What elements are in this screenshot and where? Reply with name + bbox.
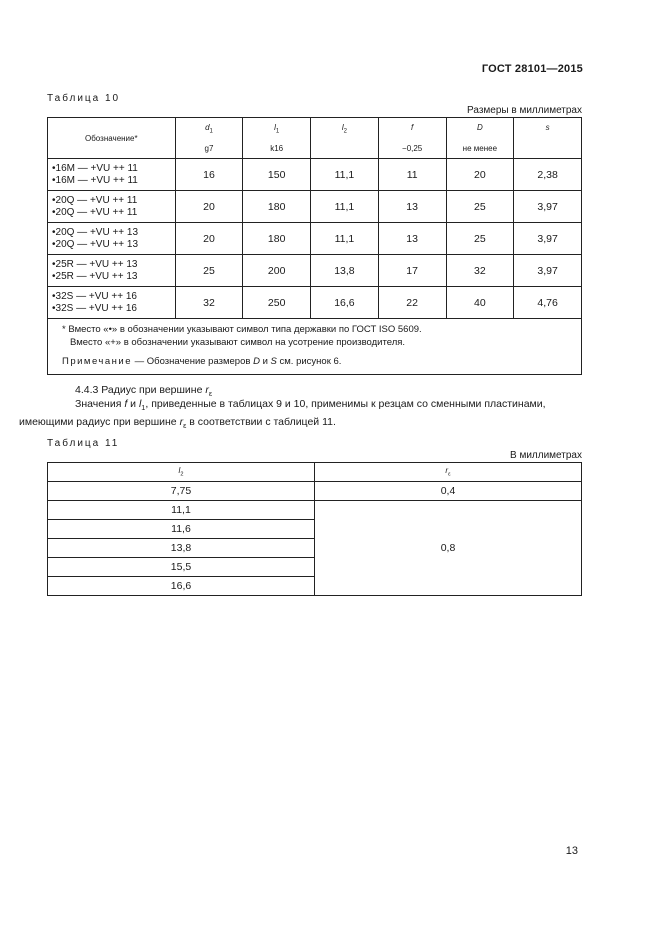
designation-header-cell — [48, 118, 176, 159]
t11-col2-symbol: r — [445, 466, 449, 476]
value-d1: 25 — [175, 255, 243, 287]
page-number: 13 — [565, 845, 578, 857]
para-b: , приведенные в таблицах 9 и 10, применимы к резцам со сменными пластинами, — [145, 398, 546, 410]
col-header-D — [446, 118, 514, 159]
designation-cell — [48, 223, 176, 255]
value-l2: 11,1 — [311, 159, 379, 191]
value-s: 4,76 — [514, 287, 582, 319]
table11-caption: Таблица 11 — [47, 438, 120, 449]
value-d1: 16 — [175, 159, 243, 191]
col-header-l2 — [311, 118, 379, 159]
value-l1: 180 — [243, 223, 311, 255]
note-text-b: см. рисунок 6. — [276, 356, 342, 367]
col-header-s — [514, 118, 582, 159]
designation-cell — [48, 287, 176, 319]
value-l1: 250 — [243, 287, 311, 319]
table11-units: В миллиметрах — [510, 450, 582, 461]
value-f: 13 — [378, 191, 446, 223]
designation-line: •25R — +VU ++ 13 — [52, 258, 138, 270]
value-l2: 15,5 — [48, 558, 315, 577]
t11-col1-symbol: l — [178, 466, 181, 476]
value-D: 20 — [446, 159, 514, 191]
value-f: 17 — [378, 255, 446, 287]
value-l2: 13,8 — [48, 539, 315, 558]
col-D-symbol: D — [476, 123, 483, 132]
col-d1-sub: 1 — [209, 128, 213, 135]
value-r: 0,8 — [315, 501, 582, 596]
designation-line: •25R — +VU ++ 13 — [52, 270, 138, 282]
value-l2: 7,75 — [48, 482, 315, 501]
footnote-1: * Вместо «•» в обозначении указывают символ типа державки по ГОСТ ISO 5609. — [62, 324, 422, 335]
value-l2: 11,1 — [311, 223, 379, 255]
col-header-f — [378, 118, 446, 159]
col-header-l2 — [48, 463, 315, 482]
note-text-a: — Обозначение размеров — [132, 356, 254, 367]
designation-line: •20Q — +VU ++ 11 — [52, 194, 138, 206]
designation-line: •16M — +VU ++ 11 — [52, 162, 138, 174]
col-header-d1 — [175, 118, 243, 159]
value-d1: 20 — [175, 191, 243, 223]
section-heading-sub: ε — [208, 389, 213, 399]
para-and: и — [127, 398, 139, 410]
table-row — [48, 223, 582, 255]
value-l2: 11,6 — [48, 520, 315, 539]
para-r-sub: ε — [183, 421, 187, 431]
value-s: 2,38 — [514, 159, 582, 191]
table10-footnotes — [48, 319, 582, 375]
table10-note — [62, 355, 575, 368]
value-D: 32 — [446, 255, 514, 287]
designation-line: •16M — +VU ++ 11 — [52, 174, 138, 186]
section-paragraph — [19, 397, 582, 433]
col-f-symbol: f — [411, 123, 414, 132]
note-S: S — [270, 356, 277, 367]
designation-line: •32S — +VU ++ 16 — [52, 302, 137, 314]
col-l1-tolerance: k16 — [270, 144, 284, 153]
value-s: 3,97 — [514, 255, 582, 287]
value-f: 13 — [378, 223, 446, 255]
value-s: 3,97 — [514, 223, 582, 255]
value-f: 11 — [378, 159, 446, 191]
col-header-r — [315, 463, 582, 482]
para-l: l — [138, 398, 142, 410]
designation-header: Обозначение* — [85, 134, 138, 143]
col-l2-symbol: l — [341, 123, 344, 132]
section-heading-text: 4.4.3 Радиус при вершине — [75, 384, 206, 396]
table-row — [48, 482, 582, 501]
value-d1: 32 — [175, 287, 243, 319]
value-l1: 200 — [243, 255, 311, 287]
value-d1: 20 — [175, 223, 243, 255]
table-row — [48, 191, 582, 223]
col-f-tolerance: −0,25 — [402, 144, 423, 153]
col-l1-symbol: l — [274, 123, 276, 132]
para-l-sub: 1 — [141, 403, 146, 413]
footnote-2: Вместо «+» в обозначении указывают символ на усотрение производителя. — [70, 337, 406, 348]
table10-caption: Таблица 10 — [47, 93, 121, 104]
table-row — [48, 501, 582, 520]
value-D: 25 — [446, 191, 514, 223]
table-10 — [47, 117, 582, 375]
col-s-symbol: s — [545, 123, 550, 132]
designation-line: •32S — +VU ++ 16 — [52, 290, 137, 302]
table-row — [48, 159, 582, 191]
value-l2: 16,6 — [311, 287, 379, 319]
value-l2: 11,1 — [48, 501, 315, 520]
note-and: и — [259, 356, 271, 367]
col-d1-symbol: d — [205, 123, 210, 132]
value-l1: 150 — [243, 159, 311, 191]
table-row — [48, 287, 582, 319]
para-f: f — [124, 398, 128, 410]
para-r: r — [179, 416, 184, 429]
value-l2: 11,1 — [311, 191, 379, 223]
designation-cell — [48, 191, 176, 223]
designation-line: •20Q — +VU ++ 13 — [52, 226, 139, 238]
standard-header: ГОСТ 28101—2015 — [481, 63, 583, 75]
designation-line: •20Q — +VU ++ 11 — [52, 206, 138, 218]
value-D: 25 — [446, 223, 514, 255]
col-d1-tolerance: g7 — [204, 144, 214, 153]
col-l1-sub: 1 — [275, 128, 280, 135]
designation-cell — [48, 159, 176, 191]
table-row — [48, 255, 582, 287]
col-l2-sub: 2 — [343, 128, 347, 135]
value-f: 22 — [378, 287, 446, 319]
designation-cell — [48, 255, 176, 287]
value-s: 3,97 — [514, 191, 582, 223]
value-D: 40 — [446, 287, 514, 319]
para-c: имеющими радиус при вершине — [19, 416, 180, 429]
col-D-tolerance: не менее — [462, 144, 498, 153]
value-r: 0,4 — [315, 482, 582, 501]
para-a: Значения — [75, 398, 125, 410]
section-heading-symbol: r — [205, 384, 209, 396]
table10-units: Размеры в миллиметрах — [467, 105, 582, 116]
designation-line: •20Q — +VU ++ 13 — [52, 238, 139, 250]
value-l2: 13,8 — [311, 255, 379, 287]
value-l2: 16,6 — [48, 577, 315, 596]
t11-col1-sub: 2 — [180, 471, 184, 478]
note-label: Примечание — [62, 356, 132, 367]
table-11 — [47, 462, 582, 596]
value-l1: 180 — [243, 191, 311, 223]
note-D: D — [253, 356, 260, 367]
t11-col2-sub: ε — [448, 471, 451, 478]
para-d: в соответствии с таблицей 11. — [186, 416, 336, 429]
col-header-l1 — [243, 118, 311, 159]
